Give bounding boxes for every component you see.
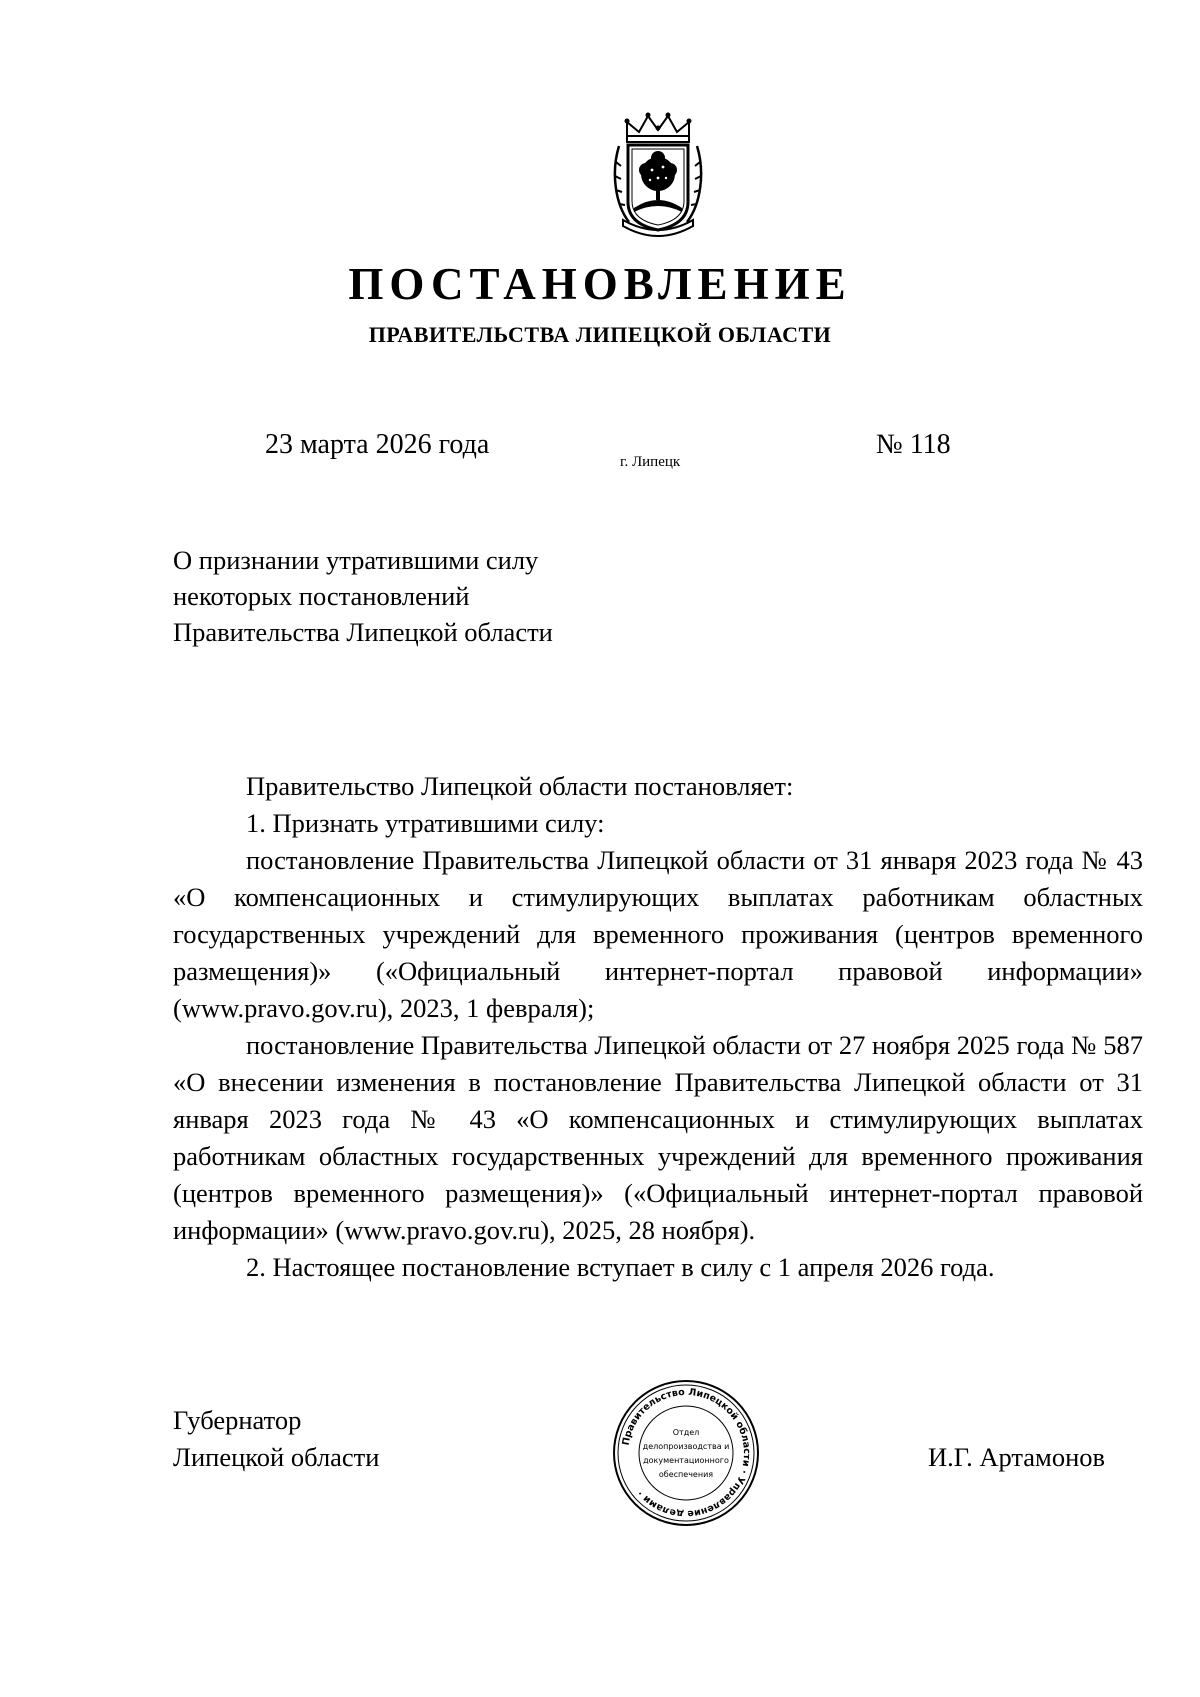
subject-line: некоторых постановлений bbox=[173, 581, 470, 611]
body-paragraph: постановление Правительства Липецкой области от 31 января 2023 года № 43 «О компенсационных и стимулирующих выплатах работникам областных государственных учреждений для временного проживания (центров временного размещения)» («Официальный интернет-портал правовой информации» (www.pravo.gov.ru), 2023, 1 февраля); bbox=[173, 845, 1143, 1023]
document-date: 23 марта 2026 года bbox=[265, 429, 490, 460]
document-subject bbox=[173, 542, 553, 650]
seal-inner-line: делопроизводства и bbox=[642, 1442, 730, 1451]
signer-position bbox=[173, 1402, 379, 1476]
body-paragraph: Правительство Липецкой области постановляет: bbox=[246, 771, 794, 801]
coat-of-arms-emblem bbox=[613, 112, 703, 238]
svg-text:Правительство Липецкой области bbox=[620, 1387, 752, 1519]
document-subtitle: ПРАВИТЕЛЬСТВА ЛИПЕЦКОЙ ОБЛАСТИ bbox=[368, 322, 832, 347]
signer-name: И.Г. Артамонов bbox=[928, 1442, 1106, 1472]
signer-position-line: Липецкой области bbox=[173, 1442, 380, 1472]
document-title: ПОСТАНОВЛЕНИЕ bbox=[348, 259, 852, 309]
body-paragraph: 2. Настоящее постановление вступает в силу с 1 апреля 2026 года. bbox=[246, 1252, 995, 1282]
body-paragraph: 1. Признать утратившими силу: bbox=[246, 808, 605, 838]
document-number: № 118 bbox=[876, 429, 951, 460]
document-body bbox=[173, 768, 1143, 1286]
seal-inner-line: Отдел bbox=[672, 1428, 700, 1437]
seal-outer-text: Правительство Липецкой области · Управление делами · bbox=[620, 1386, 753, 1520]
signer-position-line: Губернатор bbox=[173, 1405, 302, 1435]
document-city: г. Липецк bbox=[620, 454, 681, 470]
official-seal-stamp bbox=[612, 1379, 760, 1527]
seal-inner-line: обеспечения bbox=[658, 1470, 714, 1479]
subject-line: Правительства Липецкой области bbox=[173, 617, 553, 647]
body-paragraph: постановление Правительства Липецкой области от 27 ноября 2025 года № 587 «О внесении изменения в постановление Правительства Липецкой области от 31 января 2023 года № 43 «О компенсационных и стимулирующих выплатах работникам областных государственных учреждений для временного проживания (центров временного размещения)» («Официальный интернет-портал правовой информации» (www.pravo.gov.ru), 2025, 28 ноября). bbox=[173, 1030, 1143, 1245]
subject-line: О признании утратившими силу bbox=[173, 545, 539, 575]
seal-inner-line: документационного bbox=[643, 1456, 729, 1465]
